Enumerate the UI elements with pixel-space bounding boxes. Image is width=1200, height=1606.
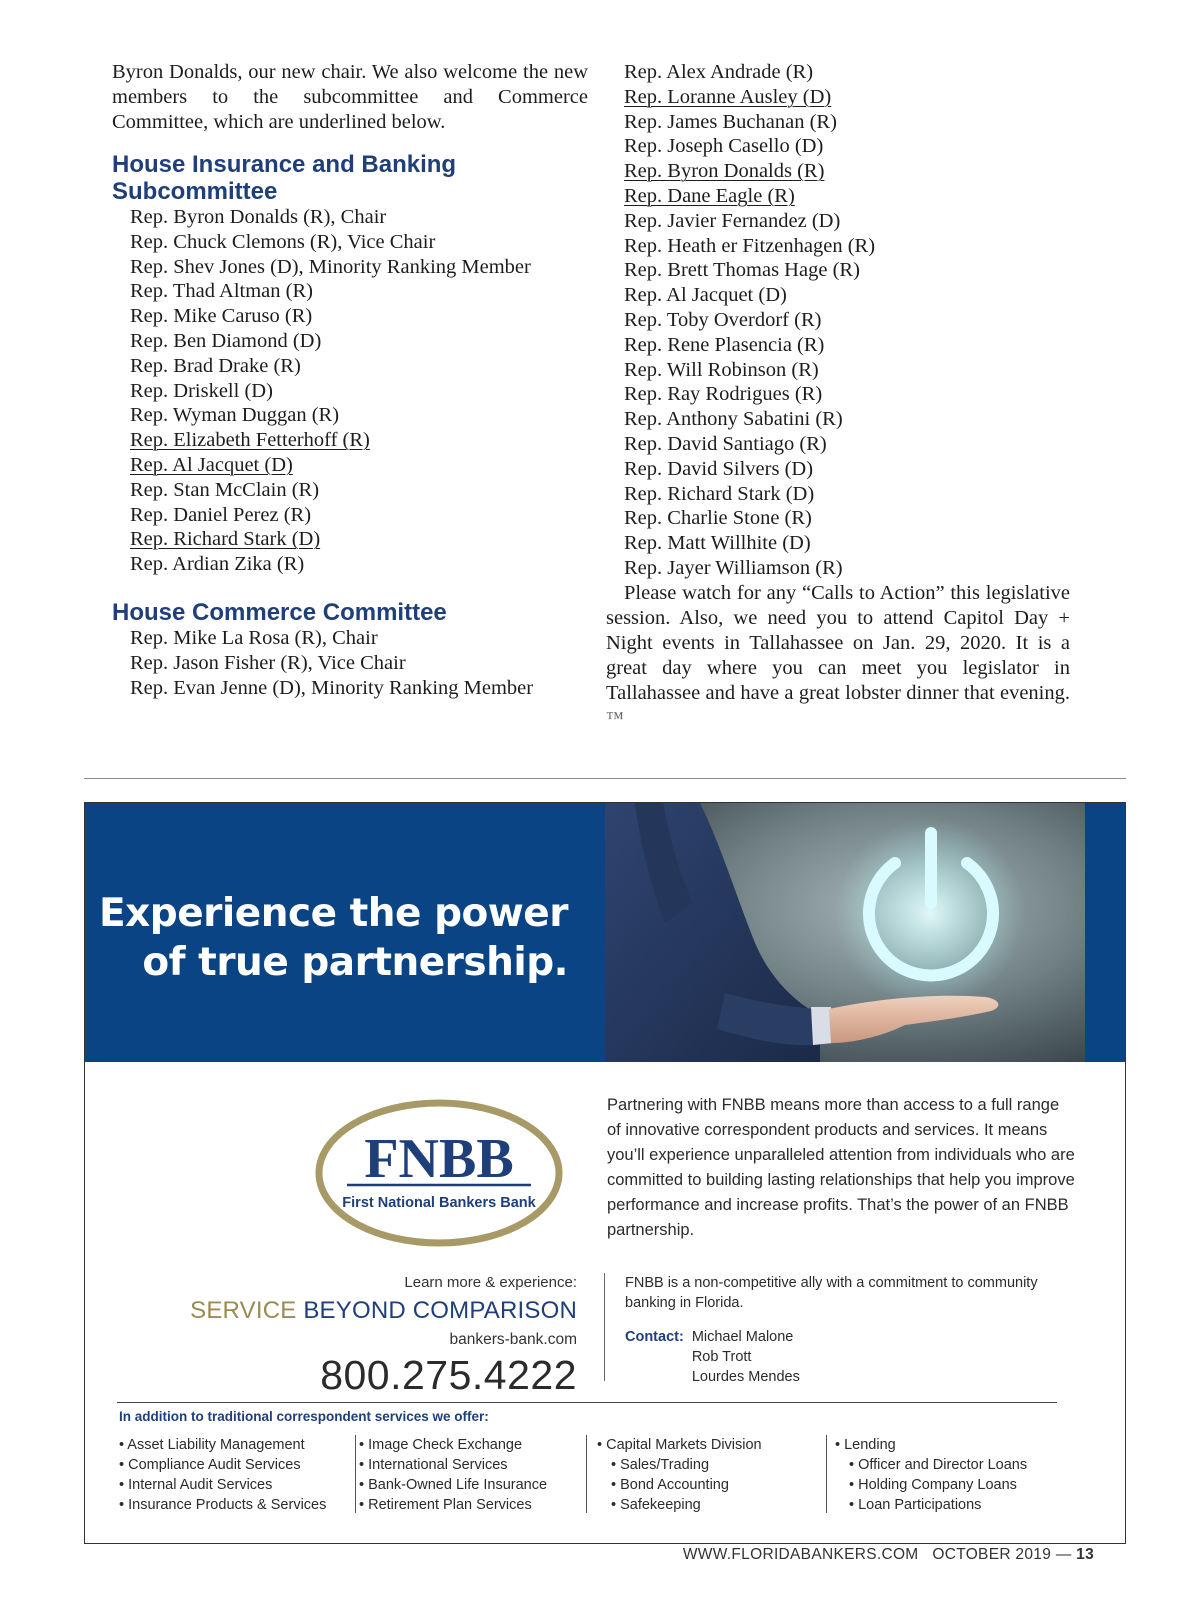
footer-website[interactable]: WWW.FLORIDABANKERS.COM [682,1546,919,1563]
website-link[interactable]: bankers-bank.com [449,1331,577,1348]
member-list-item: Rep. Ardian Zika (R) [130,553,305,576]
ad-headline-line2: of true partnership. [142,940,568,985]
member-list-item: Rep. Stan McClain (R) [130,478,320,501]
member-list-item: Rep. Joseph Casello (D) [624,135,824,158]
ad-banner-edge [1085,803,1125,1062]
member-list-item: Rep. Byron Donalds (R), Chair [130,206,387,228]
member-list-item: Rep. Al Jacquet (D) [130,453,293,476]
service-item: • Capital Markets Division [597,1437,762,1453]
contact-label: Contact: [625,1329,684,1345]
footer-dash: — [1055,1546,1072,1563]
logo-wordmark: FNBB [364,1128,514,1190]
closing-paragraph [606,581,1070,731]
slogan [190,1296,577,1326]
member-list-item: Rep. Jayer Williamson (R) [624,556,843,579]
logo-subtitle: First National Bankers Bank [342,1195,536,1211]
service-item: • Internal Audit Services [119,1477,273,1493]
slogan-part2: BEYOND COMPARISON [303,1297,577,1324]
article-left-column [112,60,588,700]
ad-body-text: Partnering with FNBB means more than access to a full range of innovative correspondent products and services. It means you’ll experience unparalleled attention from individuals who are committed to building lasting relationships that help you improve performance and increase profits. That’s the power of an FNBB partnership. [607,1096,1075,1239]
member-list-item: Rep. Chuck Clemons (R), Vice Chair [130,230,436,253]
member-list-item: Rep. Loranne Ausley (D) [624,85,832,108]
member-list-item: Rep. Alex Andrade (R) [624,61,814,83]
subcommittee-member-list [112,205,588,577]
services-column-1 [119,1435,326,1515]
contact-block [625,1327,800,1387]
member-list-item: Rep. Mike Caruso (R) [130,305,313,328]
ad-banner [85,803,605,1062]
member-list-item: Rep. Byron Donalds (R) [624,160,825,183]
member-list-item: Rep. Wyman Duggan (R) [130,404,340,427]
article-right-column [606,60,1098,731]
fnbb-logo [313,1097,565,1249]
member-list-item: Rep. Ray Rodrigues (R) [624,383,823,406]
service-subitem: • Holding Company Loans [849,1477,1017,1493]
contact-name: Lourdes Mendes [691,1369,800,1385]
section-divider [84,778,1126,779]
member-list-item: Rep. Richard Stark (D) [624,482,815,505]
learn-more-block [190,1273,577,1398]
service-item: • Lending [835,1437,896,1453]
service-item: • Bank-Owned Life Insurance [359,1477,548,1493]
slogan-part1: SERVICE [190,1297,297,1324]
member-list-item: Rep. Driskell (D) [130,379,273,402]
commerce-member-list-part1 [112,626,588,700]
service-item: • Asset Liability Management [119,1437,305,1453]
ad-vertical-divider [604,1273,605,1381]
page-footer [683,1546,1094,1564]
member-list-item: Rep. Daniel Perez (R) [130,503,312,526]
contact-name: Michael Malone [691,1329,794,1345]
contact-name: Rob Trott [691,1349,752,1365]
member-list-item: Rep. Javier Fernandez (D) [624,209,841,232]
service-subitem: • Safekeeping [611,1497,701,1513]
member-list-item: Rep. Brett Thomas Hage (R) [624,259,860,282]
ad-headline-line1: Experience the power [99,891,568,936]
service-item: • Image Check Exchange [359,1437,523,1453]
phone-number[interactable]: 800.275.4222 [320,1352,577,1398]
service-subitem: • Officer and Director Loans [849,1457,1028,1473]
subcommittee-heading-line1: House Insurance and Banking [112,151,457,178]
services-column-divider [355,1435,356,1513]
service-subitem: • Loan Participations [849,1497,982,1513]
member-list-item: Rep. Anthony Sabatini (R) [624,408,843,431]
member-list-item: Rep. Heath er Fitzenhagen (R) [624,234,876,257]
member-list-item: Rep. Richard Stark (D) [130,528,321,551]
subcommittee-heading [112,151,588,205]
footer-issue: OCTOBER 2019 [932,1546,1052,1563]
member-list-item: Rep. Thad Altman (R) [130,280,313,303]
services-column-divider [586,1435,587,1513]
member-list-item: Rep. Charlie Stone (R) [624,507,812,530]
page-number: 13 [1076,1546,1094,1563]
member-list-item: Rep. Al Jacquet (D) [624,284,787,307]
member-list-item: Rep. Rene Plasencia (R) [624,333,825,356]
service-item: • International Services [359,1457,508,1473]
ad-photo-hand-power-icon [605,803,1085,1062]
member-list-item: Rep. David Silvers (D) [624,457,814,480]
commerce-member-list-part2 [624,60,1098,581]
commerce-heading: House Commerce Committee [112,598,447,626]
member-list-item: Rep. Toby Overdorf (R) [624,308,822,331]
contact-names [692,1327,800,1387]
service-item: • Insurance Products & Services [119,1497,327,1513]
services-divider [117,1402,1057,1403]
member-list-item: Rep. James Buchanan (R) [624,110,837,133]
member-list-item: Rep. Evan Jenne (D), Minority Ranking Member [130,676,534,699]
services-column-2 [359,1435,547,1515]
services-column-3 [597,1435,762,1515]
end-mark-icon: ™ [606,707,624,728]
learn-more-label: Learn more & experience: [404,1274,577,1291]
fnbb-advertisement [84,802,1126,1544]
member-list-item: Rep. Will Robinson (R) [624,358,819,381]
intro-paragraph: Byron Donalds, our new chair. We also welcome the new members to the subcommittee and Commerce Committee, which are underlined below. [112,61,588,133]
services-title: In addition to traditional correspondent services we offer: [119,1409,489,1424]
member-list-item: Rep. Mike La Rosa (R), Chair [130,626,378,649]
member-list-item: Rep. Matt Willhite (D) [624,532,811,555]
service-item: • Compliance Audit Services [119,1457,301,1473]
services-column-divider [826,1435,827,1513]
member-list-item: Rep. Dane Eagle (R) [624,184,795,207]
member-list-item: Rep. David Santiago (R) [624,432,827,455]
services-column-4 [835,1435,1027,1515]
service-item: • Retirement Plan Services [359,1497,532,1513]
subcommittee-heading-line2: Subcommittee [112,178,278,205]
closing-text: Please watch for any “Calls to Action” this legislative session. Also, we need you to attend Capitol Day + Night events in Tallahassee on Jan. 29, 2020. It is a great day where you can meet you legislator in Tallahassee and have a great lobster dinner that evening. [606,581,1070,704]
member-list-item: Rep. Brad Drake (R) [130,354,301,377]
ad-headline [99,889,568,987]
member-list-item: Rep. Ben Diamond (D) [130,329,322,352]
member-list-item: Rep. Elizabeth Fetterhoff (R) [130,429,370,452]
member-list-item: Rep. Shev Jones (D), Minority Ranking Member [130,255,531,278]
service-subitem: • Bond Accounting [611,1477,729,1493]
ally-statement: FNBB is a non-competitive ally with a commitment to community banking in Florida. [625,1275,1038,1311]
service-subitem: • Sales/Trading [611,1457,710,1473]
member-list-item: Rep. Jason Fisher (R), Vice Chair [130,651,406,674]
